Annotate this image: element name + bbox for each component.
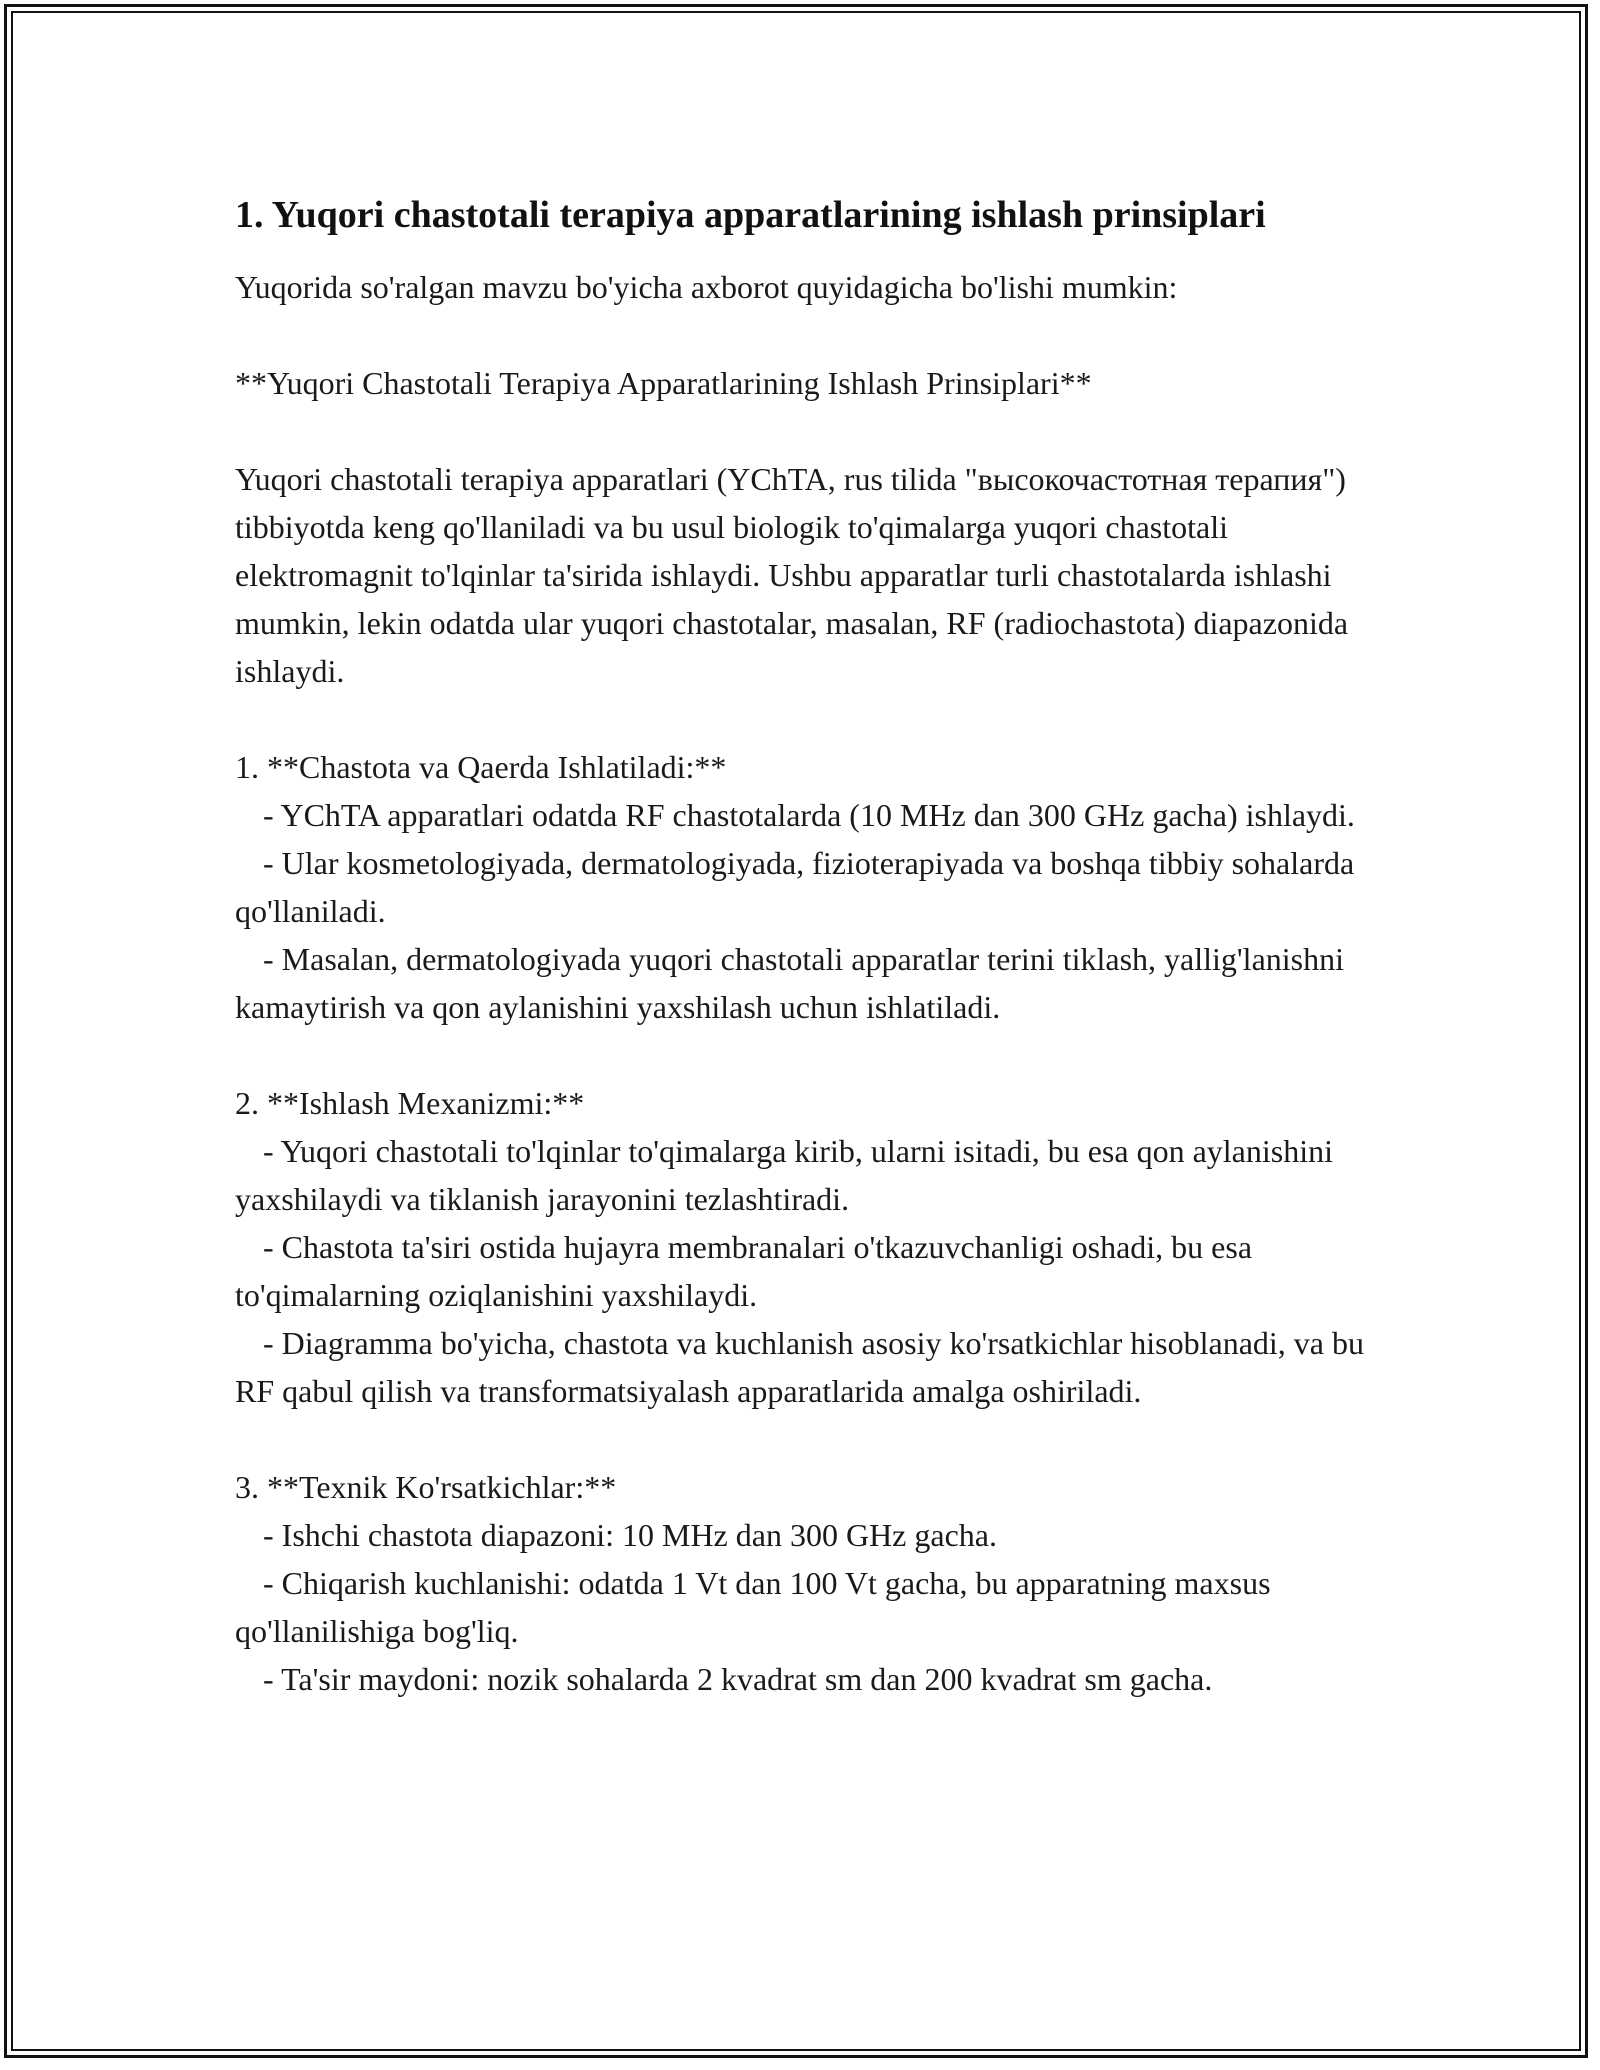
section-3 — [235, 1463, 1365, 1703]
list-item: - Yuqori chastotali to'lqinlar to'qimalarga kirib, ularni isitadi, bu esa qon aylanishini yaxshilaydi va tiklanish jarayonini tezlashtiradi. — [235, 1133, 1333, 1217]
list-item: - Chiqarish kuchlanishi: odatda 1 Vt dan 100 Vt gacha, bu apparatning maxsus qo'llanilishiga bog'liq. — [235, 1565, 1271, 1649]
section-heading: 2. **Ishlash Mexanizmi:** — [235, 1085, 585, 1121]
list-item: - Diagramma bo'yicha, chastota va kuchlanish asosiy ko'rsatkichlar hisoblanadi, va bu RF qabul qilish va transformatsiyalash apparatlarida amalga oshiriladi. — [235, 1325, 1364, 1409]
section-heading: 1. **Chastota va Qaerda Ishlatiladi:** — [235, 749, 727, 785]
list-item: - Chastota ta'siri ostida hujayra membranalari o'tkazuvchanligi oshadi, bu esa to'qimalarning oziqlanishini yaxshilaydi. — [235, 1229, 1253, 1313]
document-title: 1. Yuqori chastotali terapiya apparatlarining ishlash prinsiplari — [235, 194, 1266, 236]
section-heading-line: **Yuqori Chastotali Terapiya Apparatlarining Ishlash Prinsiplari** — [235, 365, 1092, 401]
document-body — [235, 188, 1365, 1703]
section-1 — [235, 743, 1365, 1031]
intro-paragraph: Yuqorida so'ralgan mavzu bo'yicha axborot quyidagicha bo'lishi mumkin: — [235, 269, 1178, 305]
section-heading: 3. **Texnik Ko'rsatkichlar:** — [235, 1469, 617, 1505]
list-item: - Ta'sir maydoni: nozik sohalarda 2 kvadrat sm dan 200 kvadrat sm gacha. — [263, 1661, 1213, 1697]
section-2 — [235, 1079, 1365, 1415]
overview-paragraph: Yuqori chastotali terapiya apparatlari (YChTA, rus tilida "высокочастотная терапия") tibbiyotda keng qo'llaniladi va bu usul biologik to'qimalarga yuqori chastotali elektromagnit to'lqinlar ta'sirida ishlaydi. Ushbu apparatlar turli chastotalarda ishlashi mumkin, lekin odatda ular yuqori chastotalar, masalan, RF (radiochastota) diapazonida ishlaydi. — [235, 461, 1349, 689]
list-item: - Ular kosmetologiyada, dermatologiyada, fizioterapiyada va boshqa tibbiy sohalarda qo'llaniladi. — [235, 845, 1355, 929]
list-item: - Masalan, dermatologiyada yuqori chastotali apparatlar terini tiklash, yallig'lanishni kamaytirish va qon aylanishini yaxshilash uchun ishlatiladi. — [235, 941, 1344, 1025]
list-item: - Ishchi chastota diapazoni: 10 MHz dan 300 GHz gacha. — [263, 1517, 997, 1553]
list-item: - YChTA apparatlari odatda RF chastotalarda (10 MHz dan 300 GHz gacha) ishlaydi. — [263, 797, 1355, 833]
